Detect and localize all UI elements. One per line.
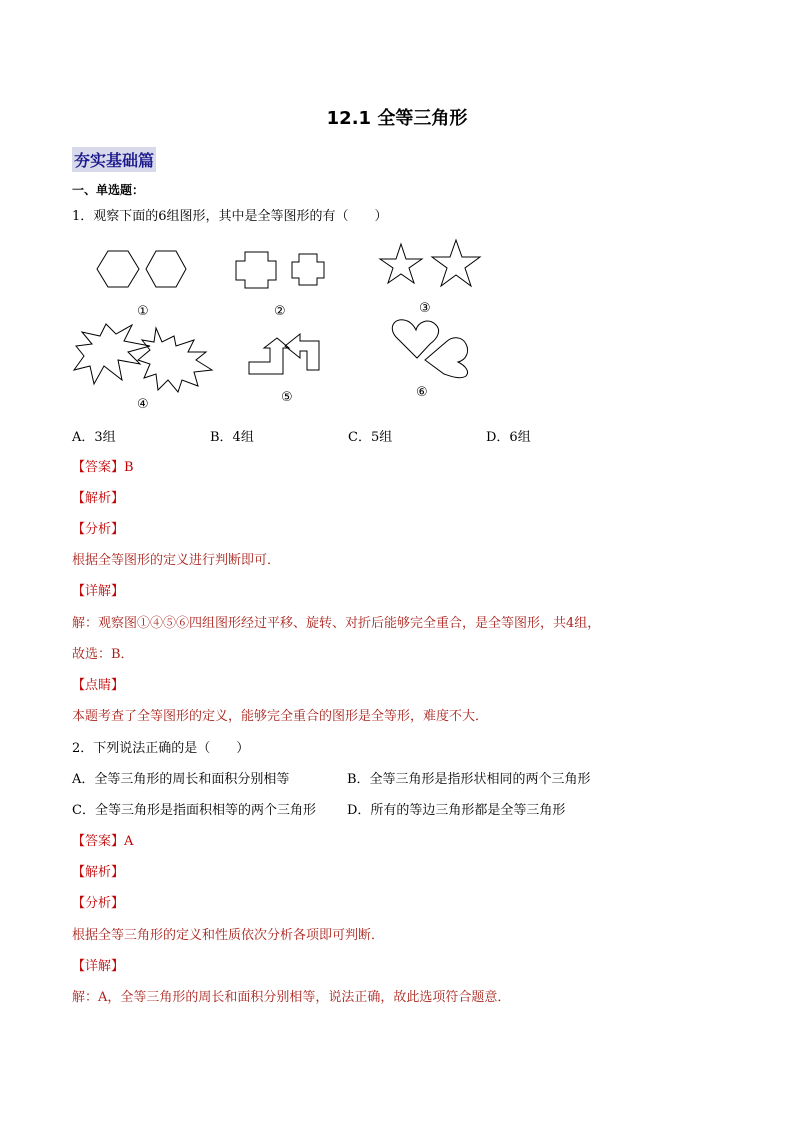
q2-option-c: C．全等三角形是指面积相等的两个三角形 [72, 803, 316, 818]
q2-option-a: A．全等三角形的周长和面积分别相等 [72, 772, 290, 787]
section-heading: 夯实基础篇 [72, 147, 156, 172]
q1-xiangjie-tag: 【详解】 [72, 584, 125, 599]
answer-tag: 【答案】 [72, 834, 125, 849]
q1-option-b: B．4组 [210, 430, 254, 445]
q1-jiexi-tag: 【解析】 [72, 491, 125, 506]
figure-label-5: ⑤ [281, 390, 293, 405]
page-title: 12.1 全等三角形 [326, 108, 468, 129]
question-category: 一、单选题： [72, 183, 145, 197]
figure-label-3: ③ [419, 301, 431, 316]
hexagon-shape [146, 251, 186, 287]
q2-option-d: D．所有的等边三角形都是全等三角形 [347, 803, 566, 818]
q1-xiangjie-line1: 解：观察图①④⑤⑥四组图形经过平移、旋转、对折后能够完全重合，是全等图形，共4组， [72, 616, 601, 631]
q1-fenxi-tag: 【分析】 [72, 522, 125, 537]
q1-dianjing-tag: 【点睛】 [72, 678, 125, 693]
q1-xiangjie-line2: 故选：B． [72, 647, 134, 662]
q1-dianjing-text: 本题考查了全等图形的定义，能够完全重合的图形是全等形，难度不大． [72, 709, 489, 724]
hexagon-shape [97, 251, 139, 287]
q2-xiangjie-tag: 【详解】 [72, 959, 125, 974]
answer-value: B [124, 460, 134, 475]
cross-shape [292, 254, 324, 285]
q1-option-c: C．5组 [348, 430, 393, 445]
heart-shape [425, 338, 468, 378]
q1-stem: 1．观察下面的6组图形，其中是全等图形的有（ ） [72, 209, 388, 224]
figure-label-4: ④ [137, 397, 149, 412]
figure-label-6: ⑥ [416, 385, 428, 400]
answer-tag: 【答案】 [72, 460, 125, 475]
q1-fenxi-text: 根据全等图形的定义进行判断即可． [72, 553, 281, 568]
q2-xiangjie-line1: 解：A，全等三角形的周长和面积分别相等，说法正确，故此选项符合题意． [72, 990, 511, 1005]
arrow-shape [285, 334, 319, 370]
q1-option-d: D．6组 [486, 430, 531, 445]
q2-fenxi-tag: 【分析】 [72, 896, 125, 911]
star-shape [432, 240, 480, 286]
burst-shape [74, 324, 150, 384]
q2-stem: 2．下列说法正确的是（ ） [72, 741, 250, 756]
q1-figures [60, 232, 500, 412]
arrow-shape [249, 338, 289, 374]
q1-answer [72, 456, 134, 475]
star-shape [380, 244, 422, 283]
burst-shape [138, 328, 212, 392]
q1-option-a: A．3组 [72, 430, 116, 445]
q2-answer [72, 830, 133, 849]
q2-jiexi-tag: 【解析】 [72, 865, 125, 880]
q2-option-b: B．全等三角形是指形状相同的两个三角形 [347, 772, 591, 787]
figure-labels [137, 301, 431, 412]
q2-fenxi-text: 根据全等三角形的定义和性质依次分析各项即可判断． [72, 928, 385, 943]
cross-shape [236, 252, 276, 288]
answer-value: A [124, 834, 134, 849]
heart-shape [392, 320, 438, 358]
figure-label-1: ① [137, 304, 149, 319]
figure-label-2: ② [274, 304, 286, 319]
